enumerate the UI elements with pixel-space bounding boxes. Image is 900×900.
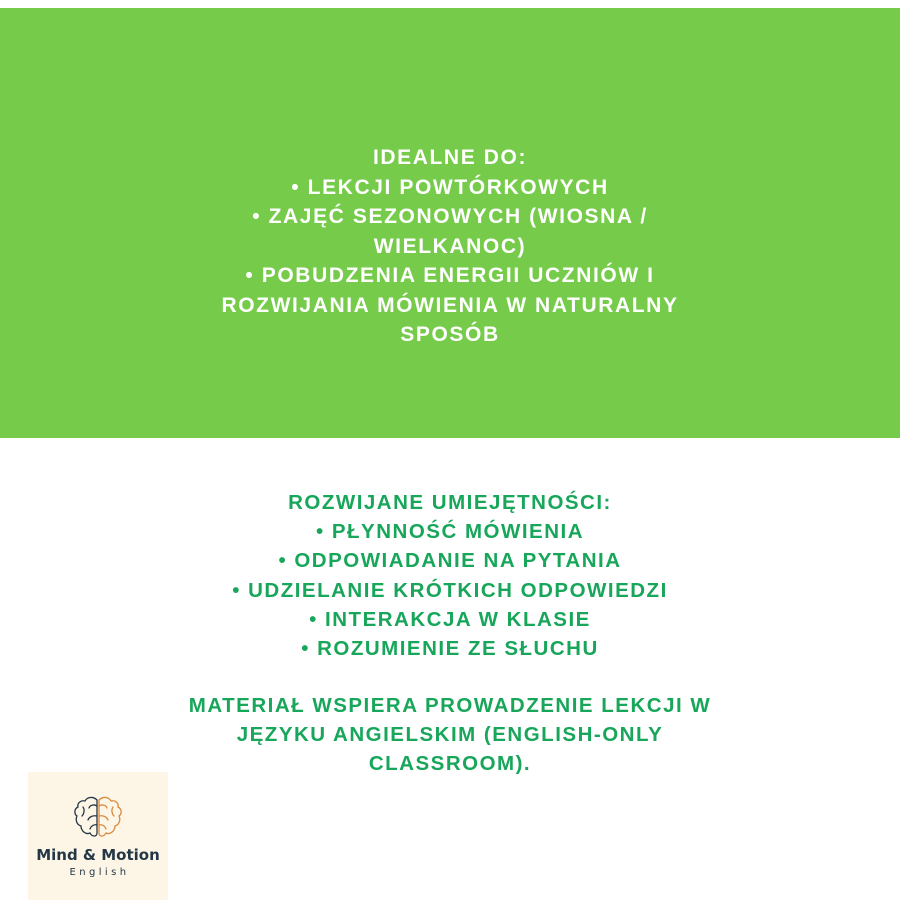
green-line-7: SPOSÓB bbox=[400, 323, 500, 346]
skills-line-3: • ODPOWIADANIE NA PYTANIA bbox=[278, 549, 622, 573]
green-line-1: IDEALNE DO: bbox=[372, 146, 528, 169]
skills-line-2: • PŁYNNOŚĆ MÓWIENIA bbox=[315, 520, 584, 544]
green-line-6: ROZWIJANIA MÓWIENIA W NATURALNY bbox=[221, 293, 679, 317]
skills-line-1: ROZWIJANE UMIEJĘTNOŚCI: bbox=[288, 491, 612, 514]
note-line-1: MATERIAŁ WSPIERA PROWADZENIE LEKCJI W bbox=[188, 694, 712, 717]
logo-subtitle: English bbox=[69, 867, 130, 878]
green-line-2: • LEKCJI POWTÓRKOWYCH bbox=[291, 175, 609, 199]
top-white-strip bbox=[0, 0, 900, 8]
ideal-for-text-block bbox=[0, 8, 900, 350]
skills-line-5: • INTERAKCJA W KLASIE bbox=[309, 607, 591, 631]
logo-card bbox=[28, 772, 168, 900]
note-line-2: JĘZYKU ANGIELSKIM (ENGLISH-ONLY bbox=[236, 723, 664, 747]
green-panel bbox=[0, 8, 900, 438]
green-line-5: • POBUDZENIA ENERGII UCZNIÓW I bbox=[245, 264, 655, 287]
skills-text-block bbox=[0, 488, 900, 663]
note-line-3: CLASSROOM). bbox=[368, 752, 532, 776]
green-line-4: WIELKANOC) bbox=[373, 234, 527, 258]
brain-icon bbox=[70, 794, 126, 842]
skills-line-6: • ROZUMIENIE ZE SŁUCHU bbox=[301, 637, 599, 661]
english-only-note-block bbox=[0, 691, 900, 779]
skills-line-4: • UDZIELANIE KRÓTKICH ODPOWIEDZI bbox=[232, 578, 668, 602]
logo-title: Mind & Motion bbox=[36, 846, 160, 864]
green-line-3: • ZAJĘĆ SEZONOWYCH (WIOSNA / bbox=[252, 205, 648, 228]
